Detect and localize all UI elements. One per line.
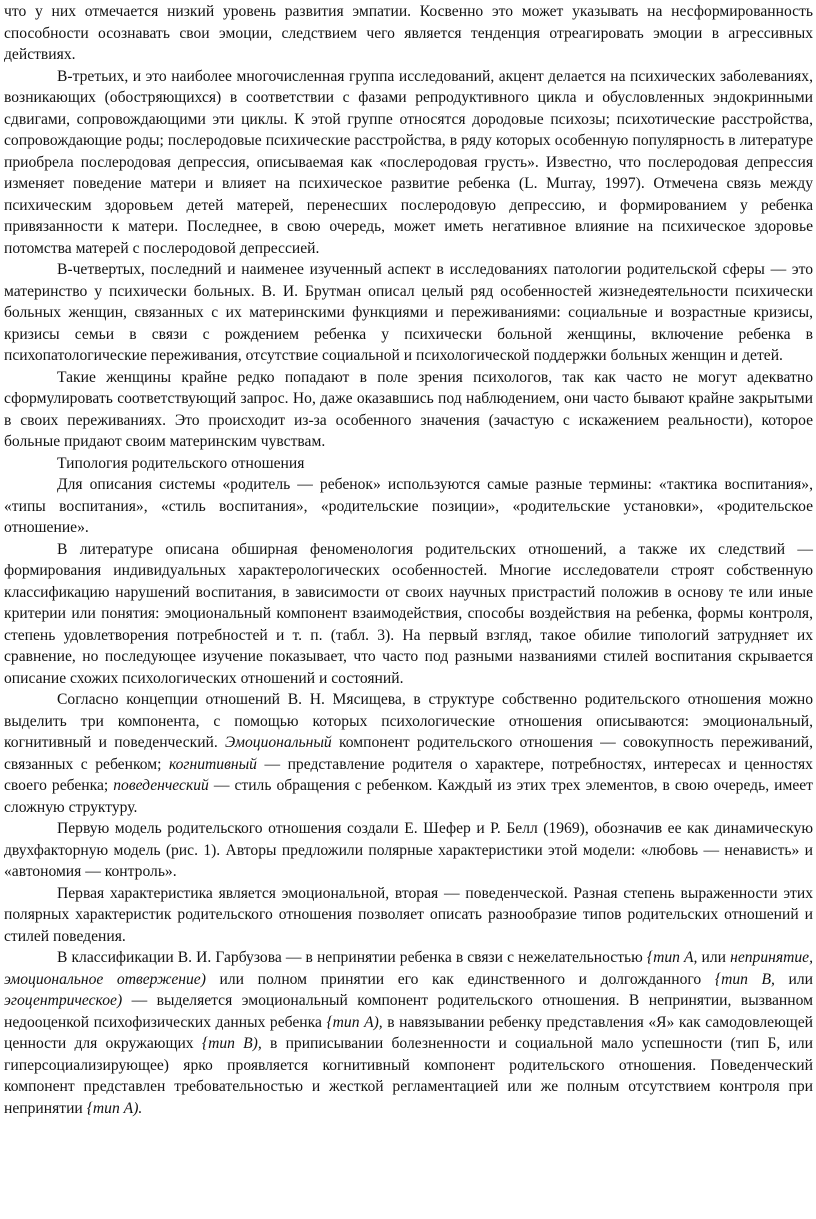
paragraph bbox=[4, 883, 813, 948]
paragraph bbox=[4, 818, 813, 883]
text-run: Первая характеристика является эмоциональной, вторая — поведенческой. Разная степень выраженности этих полярных характеристик родительского отношения позволяет описать разнообразие типов родительских отношений и стилей поведения. bbox=[4, 884, 813, 945]
text-run: в приписывании болезненности и социальной мало успешности (тип Б, или гиперсоциализирующее) ярко проявляется когнитивный компонент родительского отношения. Поведенческий компонент представлен требовательностью и жесткой регламентацией или же полным отсутствием контроля при непринятии bbox=[4, 1035, 814, 1117]
paragraph bbox=[4, 689, 813, 818]
text-run: или полном принятии его как единственного и долгожданного bbox=[205, 970, 715, 988]
text-run: в навязывании ребенку представления «Я» как самодовлеющей ценности для окружающих bbox=[4, 1013, 813, 1052]
text-run: компонент родительского отношения — совокупность переживаний, связанных с ребенком; bbox=[4, 734, 814, 773]
paragraph bbox=[4, 66, 813, 260]
italic-term: {тип В), bbox=[201, 1035, 262, 1052]
italic-term: {тип В, bbox=[714, 970, 775, 988]
text-run: или bbox=[697, 949, 731, 966]
paragraph bbox=[4, 474, 813, 539]
paragraph bbox=[4, 1, 813, 66]
italic-term: непринятие, эмоциональное отвержение) bbox=[4, 949, 813, 988]
text-run: В литературе описана обширная феноменология родительских отношений, а также их следствий — формирования индивидуальных характерологических особенностей. Многие исследователи строят собственную классификацию нарушений воспитания, в зависимости от своих научных пристрастий положив в основу те или иные критерии или понятия: эмоциональный компонент взаимодействия, способы воздействия на ребенка, формы контроля, степень удовлетворения потребностей и т. п. (табл. 3). На первый взгляд, такое обилие типологий затрудняет их сравнение, но последующее изучение показывает, что часто под разными названиями стилей воспитания скрывается описание схожих психологических отношений и состояний. bbox=[4, 540, 813, 687]
text-run: — выделяется эмоциональный компонент родительского отношения. В непринятии, вызванном недооценкой психофизических данных ребенка bbox=[4, 992, 813, 1031]
paragraph bbox=[4, 539, 813, 690]
section-heading-text: Типология родительского отношения bbox=[57, 454, 305, 472]
italic-term: {тип А, bbox=[646, 949, 698, 966]
text-run: В классификации В. И. Гарбузова — в непринятии ребенка в связи с нежелательностью bbox=[57, 949, 647, 966]
text-run: Такие женщины крайне редко попадают в поле зрения психологов, так как часто не могут адекватно сформулировать соответствующий запрос. Но, даже оказавшись под наблюдением, они часто бывают крайне закрытыми в своих переживаниях. Это происходит из-за особенного значения (зачастую с искажением реальности), которое больные придают своим материнским чувствам. bbox=[4, 368, 813, 450]
text-run: В-третьих, и это наиболее многочисленная группа исследований, акцент делается на психических заболеваниях, возникающих (обостряющихся) в соответствии с фазами репродуктивного цикла и обусловленных эндокринными сдвигами, сопровождающими эти циклы. К этой группе относятся дородовые психозы; психотические расстройства, сопровождающие роды; послеродовые психические расстройства, в ряду которых особенную популярность в литературе приобрела послеродовая депрессия, описываемая как «послеродовая грусть». Известно, что послеродовая депрессия изменяет поведение матери и влияет на психическое развитие ребенка (L. Murray, 1997). Отмечена связь между психическим здоровьем детей матерей, перенесших послеродовую депрессию, и формированием у ребенка привязанности к матери. Последнее, в свою очередь, может иметь негативное влияние на психическое здоровье потомства матерей с послеродовой депрессией. bbox=[4, 67, 813, 257]
italic-term: {тип А), bbox=[326, 1013, 383, 1031]
italic-term: {тип А). bbox=[86, 1099, 143, 1117]
section-heading bbox=[4, 453, 813, 475]
paragraph bbox=[4, 259, 813, 367]
text-run: Первую модель родительского отношения создали Е. Шефер и Р. Белл (1969), обозначив ее как динамическую двухфакторную модель (рис. 1). Авторы предложили полярные характеристики этой модели: «любовь — ненависть» и «автономия — контроль». bbox=[4, 820, 813, 880]
italic-term: Эмоциональный bbox=[225, 734, 332, 751]
text-run: — стиль обращения с ребенком. Каждый из этих трех элементов, в свою очередь, имеет сложную структуру. bbox=[4, 777, 814, 816]
text-run: Для описания системы «родитель — ребенок» используются самые разные термины: «тактика воспитания», «типы воспитания», «стиль воспитания», «родительские позиции», «родительские установки», «родительское отношение». bbox=[4, 476, 813, 536]
italic-term: эгоцентрическое) bbox=[4, 992, 123, 1009]
paragraph bbox=[4, 947, 813, 1119]
text-run: Согласно концепции отношений В. Н. Мясищева, в структуре собственно родительского отношения можно выделить три компонента, с помощью которых психологические отношения описываются: эмоциональный, когнитивный и поведенческий. bbox=[4, 691, 813, 751]
italic-term: когнитивный bbox=[168, 755, 257, 773]
text-run: что у них отмечается низкий уровень развития эмпатии. Косвенно это может указывать на несформированность способности осознавать свои эмоции, следствием чего является тенденция отреагировать эмоции в агрессивных действиях. bbox=[4, 3, 813, 63]
paragraph bbox=[4, 367, 813, 453]
text-run: В-четвертых, последний и наименее изученный аспект в исследованиях патологии родительской сферы — это материнство у психически больных. В. И. Брутман описал целый ряд особенностей жизнедеятельности психически больных женщин, связанных с их материнскими функциями и переживаниями: социальные и возрастные кризисы, кризисы семьи в связи с рождением ребенка у психически больной женщины, включение ребенка в психопатологические переживания, отсутствие социальной и психологической поддержки больных женщин и детей. bbox=[4, 261, 813, 364]
italic-term: поведенческий bbox=[113, 777, 209, 794]
text-run: — представление родителя о характере, потребностях, интересах и ценностях своего ребенка; bbox=[4, 755, 813, 794]
text-run: или bbox=[774, 970, 814, 988]
